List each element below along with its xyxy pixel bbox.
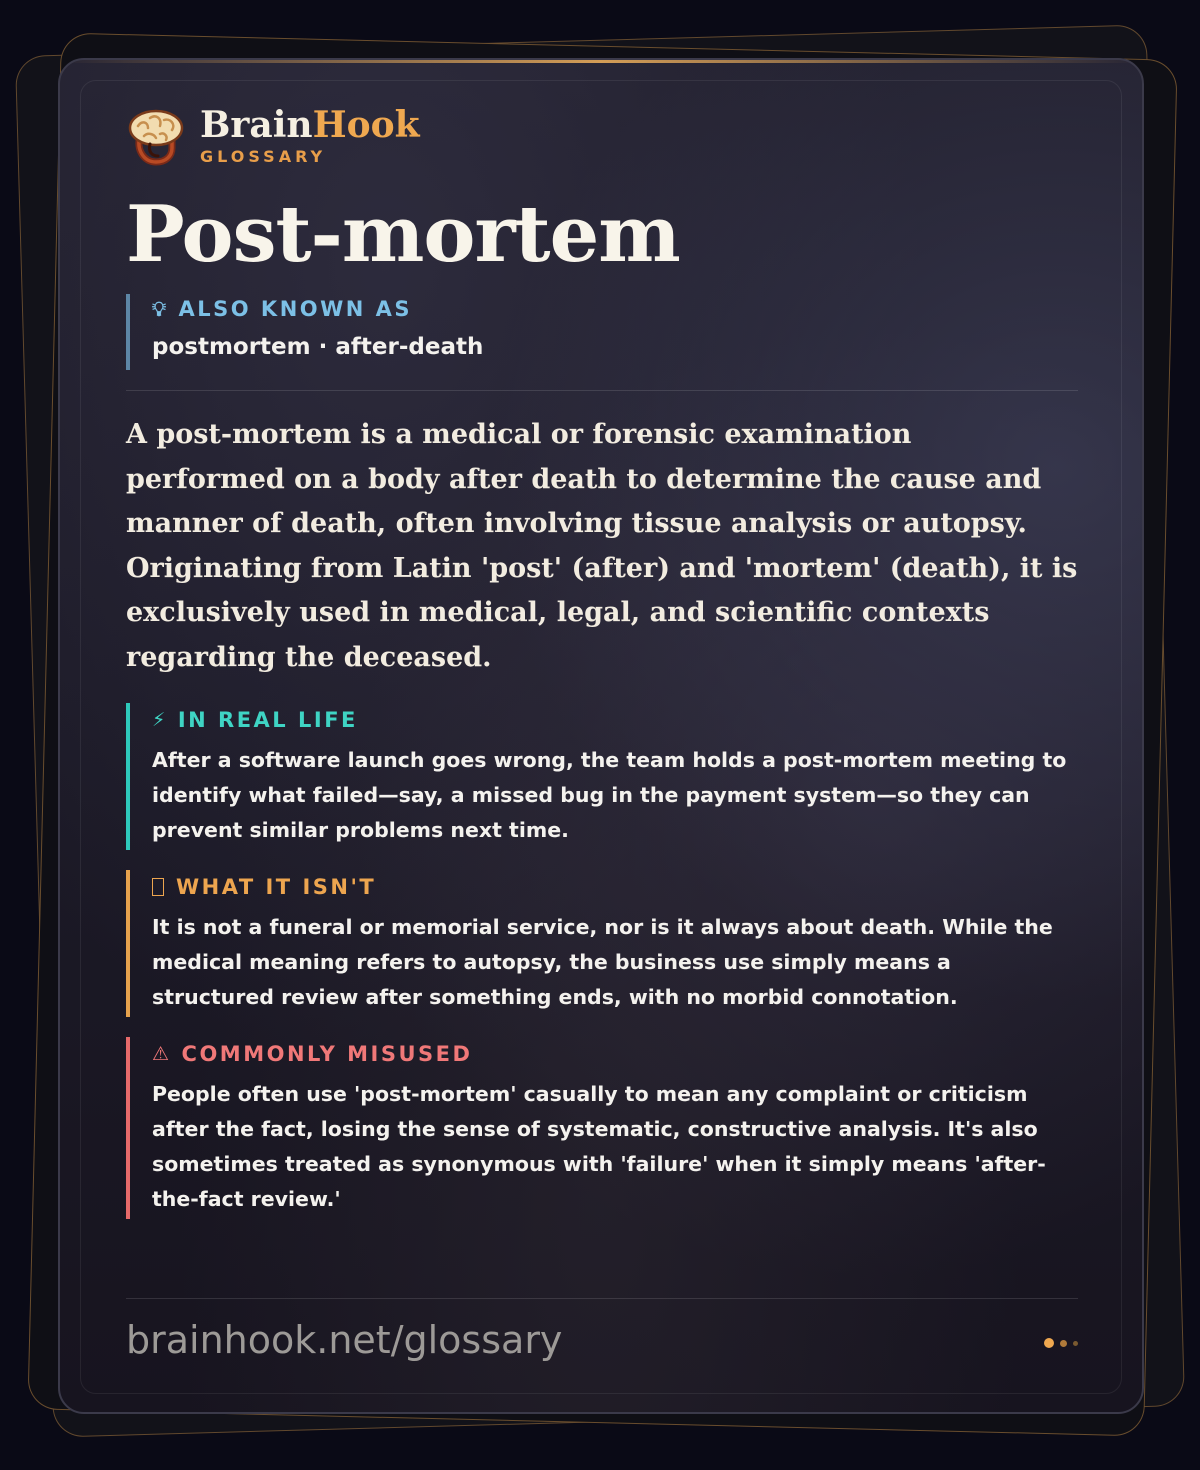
what-it-isnt-label: WHAT IT ISN'T: [176, 874, 377, 899]
what-it-isnt-heading: [152, 870, 1078, 904]
in-real-life-heading: [152, 703, 1078, 737]
also-known-as-block: [126, 294, 1078, 370]
in-real-life-section: [126, 703, 1078, 850]
lightbulb-icon: 💡︎: [152, 297, 169, 321]
term-title: Post-mortem: [126, 189, 680, 280]
in-real-life-label: IN REAL LIFE: [177, 707, 358, 732]
what-it-isnt-section: [126, 870, 1078, 1017]
pagination-dots: [1038, 1338, 1078, 1348]
brand-name: [200, 106, 420, 144]
brain-hook-logo-icon: [126, 106, 186, 166]
also-known-as-label: ALSO KNOWN AS: [178, 297, 413, 321]
warning-icon: ⚠: [152, 1042, 172, 1065]
in-real-life-body: After a software launch goes wrong, the team holds a post-mortem meeting to identify what failed—say, a missed bug in the payment system—so they can prevent similar problems next time.: [152, 747, 1067, 842]
pagination-dot[interactable]: [1073, 1341, 1078, 1346]
brand-name-brain: Brain: [200, 104, 313, 146]
footer-url-link[interactable]: brainhook.net/glossary: [126, 1318, 563, 1362]
what-it-isnt-body: It is not a funeral or memorial service, nor is it always about death. While the medical meaning refers to autopsy, the business use simply means a structured review after something ends, with no morbid connotation.: [152, 914, 1053, 1009]
also-known-as-values: postmortem · after-death: [152, 334, 484, 360]
pagination-dot-active[interactable]: [1044, 1338, 1054, 1348]
card-content: [126, 104, 1078, 1219]
missing-glyph-icon: [152, 878, 164, 896]
pagination-dot[interactable]: [1060, 1340, 1067, 1347]
brand-subtitle: GLOSSARY: [200, 147, 327, 166]
definition-text: A post-mortem is a medical or forensic examination performed on a body after death to determine the cause and manner of death, often involving tissue analysis or autopsy. Originating from Latin 'post' (after) and 'mortem' (death), it is exclusively used in medical, legal, and scientific contexts regarding the deceased.: [126, 419, 1078, 673]
commonly-misused-body: People often use 'post-mortem' casually to mean any complaint or criticism after the fact, losing the sense of systematic, constructive analysis. It's also sometimes treated as synonymous with 'failure' when it simply means 'after-the-fact review.': [152, 1081, 1046, 1211]
commonly-misused-heading: [152, 1037, 1078, 1071]
brand-name-hook: Hook: [312, 104, 420, 146]
also-known-as-heading: [152, 294, 1078, 324]
glossary-card: [58, 58, 1144, 1414]
footer-divider: [126, 1298, 1078, 1299]
commonly-misused-section: [126, 1037, 1078, 1219]
brand-header: [126, 104, 1078, 168]
header-divider: [126, 390, 1078, 391]
lightning-icon: ⚡︎: [152, 708, 168, 731]
commonly-misused-label: COMMONLY MISUSED: [181, 1041, 473, 1066]
brand-text: [200, 106, 420, 166]
